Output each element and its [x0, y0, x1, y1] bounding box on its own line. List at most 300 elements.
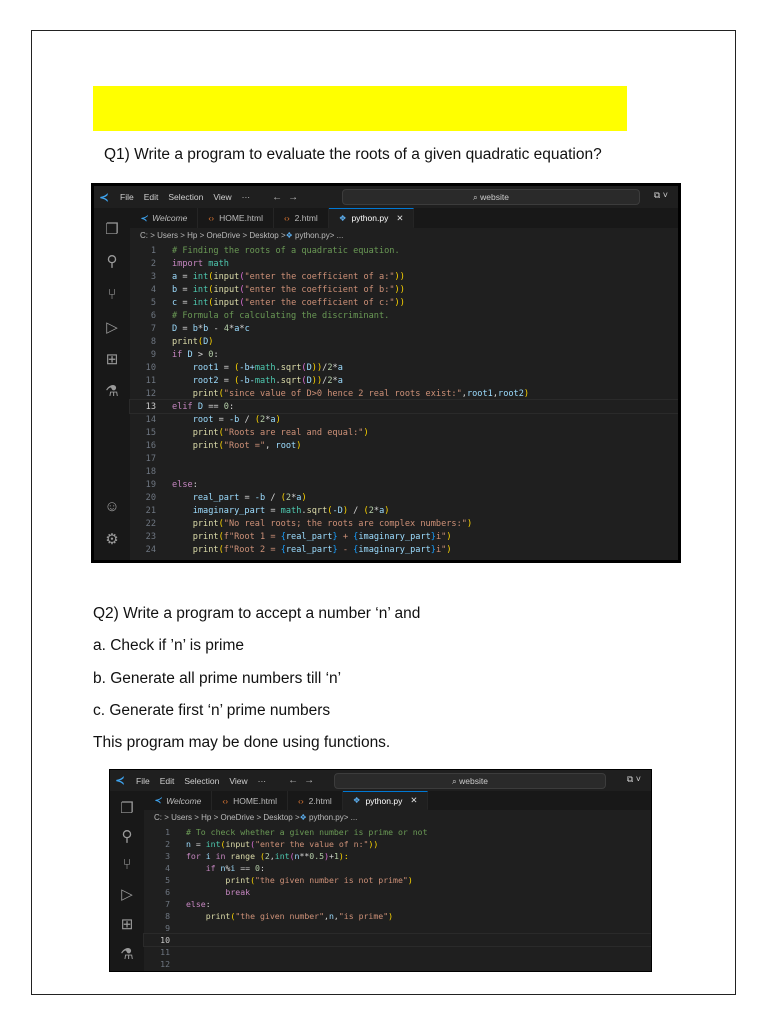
code-token: b: [203, 323, 209, 334]
code-token: 2: [327, 362, 333, 373]
code-token: (: [327, 505, 333, 516]
code-token: input: [213, 284, 240, 295]
code-line[interactable]: [130, 400, 678, 413]
python-icon: ❖: [299, 812, 310, 822]
code-token: a: [296, 492, 302, 503]
code-token: ,: [492, 388, 499, 399]
code-token: i: [230, 863, 236, 873]
tab-home-html[interactable]: [198, 208, 274, 228]
code-token: ,: [269, 851, 275, 861]
code-text: [172, 545, 452, 555]
code-line[interactable]: [144, 910, 651, 922]
code-text: [186, 911, 393, 921]
code-line[interactable]: [144, 838, 651, 850]
line-number: 15: [145, 427, 156, 438]
line-number: 22: [145, 518, 156, 529]
code-text: [186, 863, 265, 873]
code-line[interactable]: [130, 387, 678, 400]
code-token: n: [215, 863, 226, 873]
code-line[interactable]: [130, 270, 678, 283]
code-token: if: [186, 863, 216, 873]
tab-home-html[interactable]: [212, 791, 288, 810]
code-line[interactable]: [144, 934, 651, 946]
tab-label: 2.html: [308, 795, 332, 806]
code-token: =: [213, 414, 229, 425]
line-number: 9: [165, 923, 170, 933]
code-token: %: [225, 863, 231, 873]
code-line[interactable]: [130, 491, 678, 504]
code-token: 2: [285, 492, 292, 503]
code-text: [172, 532, 452, 542]
code-token: c: [172, 297, 178, 308]
code-token: input: [225, 839, 251, 849]
code-token: D: [172, 323, 178, 334]
code-token: root: [275, 440, 297, 451]
code-token: real_part: [285, 531, 333, 542]
code-line[interactable]: [130, 517, 678, 530]
code-token: "since value of D>0 hence 2 real roots exist:": [223, 388, 462, 399]
line-number: 16: [145, 440, 156, 451]
code-token: for: [186, 851, 201, 861]
code-token: -b: [254, 492, 266, 503]
code-token: /: [322, 375, 328, 386]
code-line[interactable]: [130, 348, 678, 361]
code-token: input: [213, 271, 240, 282]
breadcrumb: [144, 810, 651, 824]
nav-arrows-icon[interactable]: ←→: [288, 775, 321, 786]
code-token: D: [203, 336, 209, 347]
code-token: (: [239, 271, 245, 282]
code-text: [186, 887, 250, 897]
code-token: (: [218, 531, 224, 542]
search-icon: ⌕: [452, 775, 460, 786]
line-number: 24: [145, 544, 156, 555]
tab-python-py[interactable]: [343, 791, 429, 810]
code-token: *: [239, 323, 245, 334]
html-icon: ‹›: [208, 213, 215, 223]
code-token: (: [208, 271, 214, 282]
code-token: a: [337, 375, 343, 386]
testing-icon[interactable]: ⚗: [105, 383, 119, 400]
vscode-logo-icon: ≺: [115, 775, 125, 787]
line-number: 17: [145, 453, 156, 464]
code-token: i": [435, 544, 447, 555]
vscode-icon: ≺: [140, 212, 148, 223]
code-token: root2: [498, 388, 524, 399]
line-number: 1: [165, 827, 170, 837]
code-token: n: [294, 851, 300, 861]
code-text: [172, 415, 281, 425]
code-token: -: [337, 544, 354, 555]
line-number: 21: [145, 505, 156, 516]
code-token: ,: [265, 440, 276, 451]
line-number: 19: [145, 479, 156, 490]
code-token: print: [172, 388, 219, 399]
q2-part-c: c. Generate first ‘n’ prime numbers: [93, 702, 331, 719]
code-token: ): [466, 518, 473, 529]
code-token: *: [229, 323, 235, 334]
code-text: [172, 480, 198, 490]
code-token: ,: [461, 388, 467, 399]
html-icon: ‹›: [284, 213, 290, 223]
breadcrumb-file[interactable]: python.py: [295, 230, 330, 240]
extensions-icon[interactable]: ⊞: [105, 351, 119, 368]
code-token: ): [407, 875, 413, 885]
line-number: 12: [145, 388, 156, 399]
code-line[interactable]: [144, 886, 651, 898]
menu-more[interactable]: ···: [241, 192, 251, 202]
tab-bar: [144, 791, 651, 810]
line-number: 2: [150, 258, 156, 269]
code-token: import: [172, 258, 204, 269]
code-token: sqrt: [280, 375, 302, 386]
tab-welcome[interactable]: [144, 791, 212, 810]
python-icon: ❖: [285, 230, 296, 240]
code-line[interactable]: [130, 257, 678, 270]
code-token: +: [337, 531, 354, 542]
code-token: :: [213, 349, 219, 360]
menu-selection[interactable]: Selection: [184, 775, 220, 786]
code-token: {: [353, 531, 359, 542]
code-line[interactable]: [130, 530, 678, 543]
code-editor[interactable]: [130, 242, 678, 560]
run-debug-icon[interactable]: ▷: [121, 886, 133, 903]
code-token: print: [172, 544, 219, 555]
menu-selection[interactable]: Selection: [168, 192, 204, 202]
code-text: [172, 389, 529, 399]
code-token: (: [220, 839, 226, 849]
code-token: *: [265, 414, 271, 425]
code-token: D: [182, 349, 193, 360]
code-token: +: [329, 851, 334, 861]
search-icon: ⌕: [473, 191, 481, 202]
code-line[interactable]: [130, 296, 678, 309]
code-line[interactable]: [130, 374, 678, 387]
code-token: 0: [208, 349, 214, 360]
menu-edit[interactable]: Edit: [159, 775, 175, 786]
code-text: [172, 363, 343, 373]
code-token: i: [200, 851, 211, 861]
code-token: (: [254, 414, 261, 425]
code-token: int: [274, 851, 290, 861]
menu-more[interactable]: ···: [257, 775, 267, 786]
code-token: b: [172, 284, 178, 295]
code-line[interactable]: [130, 543, 678, 556]
code-token: }: [332, 544, 338, 555]
code-line[interactable]: [130, 504, 678, 517]
settings-gear-icon[interactable]: ⚙: [105, 531, 119, 548]
code-line[interactable]: [130, 413, 678, 426]
code-line[interactable]: [130, 309, 678, 322]
tab-2-html[interactable]: [288, 791, 343, 810]
code-token: ): [296, 440, 302, 451]
code-token: ==: [203, 401, 224, 412]
code-line[interactable]: [130, 465, 678, 478]
code-token: 0: [223, 401, 229, 412]
code-token: math: [203, 258, 229, 269]
code-text: [172, 337, 213, 347]
line-number: 23: [145, 531, 156, 542]
code-text: [186, 839, 378, 849]
code-token: n: [186, 839, 191, 849]
code-token: 0.5: [309, 851, 325, 861]
extensions-icon[interactable]: ⊞: [120, 916, 134, 933]
line-number: 5: [165, 875, 170, 885]
html-icon: ‹›: [298, 795, 304, 806]
code-token: ): [324, 851, 330, 861]
code-line[interactable]: [130, 478, 678, 491]
code-text: [172, 519, 472, 529]
line-number: 14: [145, 414, 156, 425]
breadcrumb: [130, 228, 678, 242]
code-token: (: [250, 839, 256, 849]
copilot-icon[interactable]: ⧉ ˅: [626, 774, 641, 784]
code-token: (: [280, 492, 286, 503]
code-token: a: [234, 323, 240, 334]
line-number: 13: [145, 401, 156, 412]
code-token: -b+: [239, 362, 255, 373]
code-token: (: [239, 284, 245, 295]
line-number: 1: [150, 245, 156, 256]
code-token: **: [299, 851, 310, 861]
code-token: *: [332, 375, 338, 386]
code-text: [172, 428, 369, 438]
code-text: [172, 259, 229, 269]
code-line[interactable]: [130, 322, 678, 335]
code-token: {: [280, 544, 286, 555]
code-token: real_part: [172, 492, 240, 503]
code-token: "No real roots; the roots are complex numbers:": [223, 518, 467, 529]
line-number: 4: [150, 284, 156, 295]
code-line[interactable]: [144, 958, 651, 970]
code-text: [172, 324, 250, 334]
code-token: ): [446, 531, 452, 542]
code-token: *: [332, 362, 338, 373]
breadcrumb-file[interactable]: python.py: [309, 812, 344, 822]
command-center-search[interactable]: [342, 189, 640, 205]
code-token: (: [301, 362, 307, 373]
code-token: imaginary_part: [358, 544, 431, 555]
line-number: 3: [150, 271, 156, 282]
tab-bar: [130, 208, 678, 228]
source-control-icon[interactable]: ⑂: [107, 286, 117, 303]
code-token: (: [197, 336, 204, 347]
code-token: math: [254, 375, 276, 386]
q2-text: Q2) Write a program to accept a number ‘n’ and: [93, 605, 421, 622]
python-icon: ❖: [352, 795, 361, 805]
code-token: elif: [172, 401, 193, 412]
code-token: ==: [235, 863, 256, 873]
vscode-logo-icon: ≺: [99, 191, 109, 204]
code-line[interactable]: [144, 898, 651, 910]
code-token: (: [363, 505, 369, 516]
code-editor[interactable]: [144, 824, 651, 971]
code-text: [172, 311, 389, 321]
code-token: )): [394, 271, 405, 282]
code-line[interactable]: [130, 335, 678, 348]
code-token: .: [301, 505, 307, 516]
code-token: math: [280, 505, 302, 516]
code-token: (: [218, 518, 224, 529]
code-token: else: [172, 479, 193, 490]
code-line[interactable]: [144, 874, 651, 886]
menu-view[interactable]: View: [229, 775, 248, 786]
testing-icon[interactable]: ⚗: [120, 946, 134, 963]
code-token: )): [368, 839, 379, 849]
account-icon[interactable]: ☺: [104, 498, 120, 515]
code-text: [172, 246, 400, 256]
search-label: website: [480, 192, 509, 202]
code-token: :: [205, 899, 211, 909]
code-token: 1: [333, 851, 339, 861]
code-token: /: [348, 505, 364, 516]
code-token: }: [430, 544, 436, 555]
code-token: 4: [223, 323, 229, 334]
line-number: 2: [165, 839, 170, 849]
code-token: print: [172, 440, 219, 451]
code-token: -b-: [239, 375, 255, 386]
line-number: 7: [165, 899, 170, 909]
code-token: "enter the coefficient of b:": [244, 284, 395, 295]
menu-view[interactable]: View: [213, 192, 232, 202]
code-token: (: [218, 440, 224, 451]
code-text: [172, 350, 219, 360]
menu-file[interactable]: File: [136, 775, 150, 786]
code-token: *: [373, 505, 380, 516]
copilot-icon[interactable]: ⧉ ˅: [653, 190, 668, 200]
vscode-screenshot-2: [109, 769, 652, 972]
code-token: =: [177, 297, 193, 308]
tab-label: Welcome: [152, 213, 188, 223]
code-line[interactable]: [144, 850, 651, 862]
tab-label: Welcome: [166, 795, 202, 806]
q2-part-a: a. Check if ’n’ is prime: [93, 637, 245, 654]
code-token: =: [190, 839, 206, 849]
close-icon[interactable]: ✕: [396, 212, 404, 223]
code-token: {: [280, 531, 286, 542]
code-token: }: [332, 531, 338, 542]
code-token: int: [192, 271, 209, 282]
breadcrumb-path[interactable]: C: > Users > Hp > OneDrive > Desktop >: [154, 812, 300, 822]
code-token: root1: [172, 362, 219, 373]
code-token: -b: [228, 414, 240, 425]
code-token: (: [255, 851, 265, 861]
run-debug-icon[interactable]: ▷: [106, 319, 118, 336]
code-token: (: [208, 284, 214, 295]
code-token: =: [177, 284, 193, 295]
explorer-icon[interactable]: ❐: [105, 221, 119, 238]
code-token: (: [218, 388, 224, 399]
close-icon[interactable]: ✕: [410, 795, 418, 805]
code-token: range: [230, 851, 256, 861]
code-line[interactable]: [144, 922, 651, 934]
code-token: # Finding the roots of a quadratic equation.: [172, 245, 400, 256]
python-icon: ❖: [338, 212, 347, 223]
code-text: [186, 851, 349, 861]
code-token: )): [311, 362, 323, 373]
code-token: /: [265, 492, 281, 503]
code-line[interactable]: [130, 244, 678, 257]
tab-python-py[interactable]: [329, 208, 415, 228]
line-number: 7: [150, 323, 156, 334]
code-token: (: [218, 544, 224, 555]
tab-welcome[interactable]: [130, 208, 198, 228]
code-token: c: [244, 323, 250, 334]
code-token: root2: [172, 375, 219, 386]
nav-arrows-icon[interactable]: ←→: [272, 191, 305, 203]
code-token: print: [186, 911, 231, 921]
code-token: :: [192, 479, 198, 490]
tab-2-html[interactable]: [274, 208, 329, 228]
code-token: =: [239, 492, 255, 503]
source-control-icon[interactable]: ⑂: [122, 856, 132, 873]
tab-label: HOME.html: [219, 213, 263, 223]
tab-label: HOME.html: [233, 795, 277, 806]
code-text: [186, 827, 428, 837]
code-token: "the given number": [235, 911, 325, 921]
title-bar: [110, 770, 651, 791]
command-center-search[interactable]: [334, 773, 606, 789]
search-icon[interactable]: ⚲: [106, 253, 118, 270]
code-token: (: [239, 297, 245, 308]
code-token: =: [218, 375, 235, 386]
code-token: sqrt: [306, 505, 328, 516]
code-token: a: [172, 271, 178, 282]
breadcrumb-tail: > ...: [329, 230, 344, 240]
tab-label: python.py: [351, 213, 389, 223]
line-number: 20: [145, 492, 156, 503]
code-token: (: [289, 851, 295, 861]
code-line[interactable]: [130, 361, 678, 374]
code-token: imaginary_part: [172, 505, 266, 516]
activity-bar: [110, 791, 144, 971]
menu-edit[interactable]: Edit: [143, 192, 159, 202]
line-number: 10: [145, 362, 156, 373]
code-line[interactable]: [130, 283, 678, 296]
line-number: 11: [145, 375, 156, 386]
code-token: int: [205, 839, 221, 849]
q2-note: This program may be done using functions.: [93, 734, 391, 751]
code-token: root1: [466, 388, 493, 399]
breadcrumb-path[interactable]: C: > Users > Hp > OneDrive > Desktop >: [140, 230, 286, 240]
code-token: =: [218, 362, 235, 373]
code-token: ): [363, 427, 369, 438]
code-token: -: [208, 323, 224, 334]
code-token: input: [213, 297, 240, 308]
explorer-icon[interactable]: ❐: [120, 800, 134, 817]
code-token: ): [384, 505, 390, 516]
code-line[interactable]: [130, 426, 678, 439]
code-line[interactable]: [130, 439, 678, 452]
menu-file[interactable]: File: [120, 192, 134, 202]
code-line[interactable]: [144, 862, 651, 874]
search-label: website: [459, 776, 488, 786]
code-token: ): [301, 492, 307, 503]
code-token: "the given number is not prime": [255, 875, 408, 885]
code-token: n: [328, 911, 334, 921]
code-token: :: [259, 863, 265, 873]
code-token: ): [523, 388, 530, 399]
code-line[interactable]: [144, 826, 651, 838]
line-number: 5: [150, 297, 156, 308]
search-icon[interactable]: ⚲: [121, 828, 133, 845]
q1-text: Q1) Write a program to evaluate the roots of a given quadratic equation?: [104, 146, 602, 163]
code-line[interactable]: [130, 452, 678, 465]
line-number: 9: [150, 349, 156, 360]
code-line[interactable]: [144, 946, 651, 958]
code-token: int: [192, 284, 209, 295]
code-text: [186, 899, 211, 909]
